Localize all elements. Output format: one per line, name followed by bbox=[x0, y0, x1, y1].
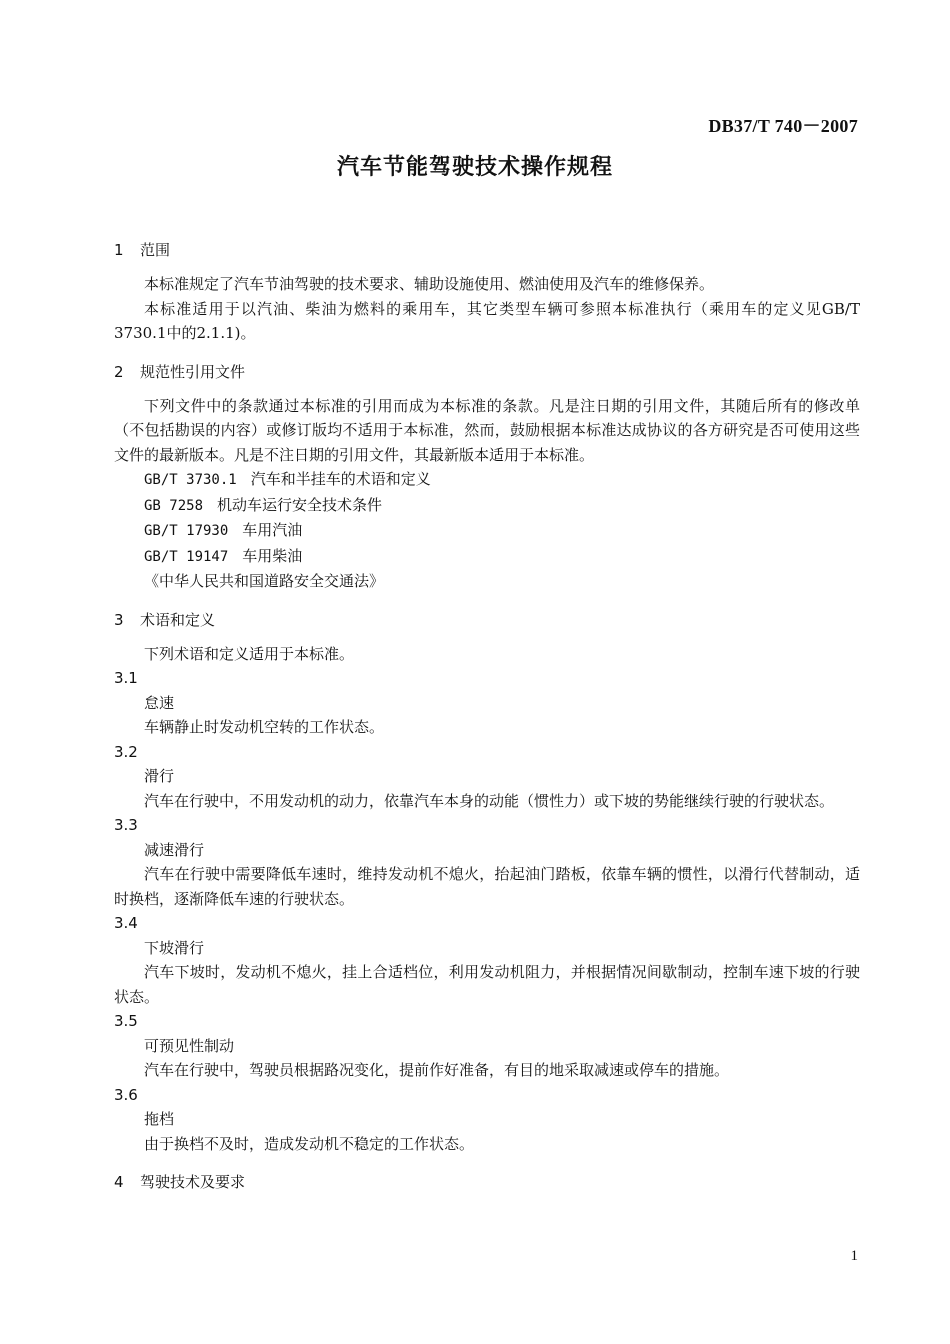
paragraph: 本标准规定了汽车节油驾驶的技术要求、辅助设施使用、燃油使用及汽车的维修保养。 bbox=[144, 275, 715, 293]
section-heading-1 bbox=[114, 238, 860, 262]
term-number: 3.1 bbox=[114, 669, 138, 687]
term-number: 3.3 bbox=[114, 816, 138, 834]
reference-name: 汽车和半挂车的术语和定义 bbox=[250, 470, 431, 488]
term-definition: 汽车在行驶中需要降低车速时，维持发动机不熄火，抬起油门踏板，依靠车辆的惯性，以滑行代替制动，适时换档，逐渐降低车速的行驶状态。 bbox=[114, 865, 860, 908]
term-name: 拖档 bbox=[144, 1110, 175, 1128]
term-number: 3.4 bbox=[114, 914, 138, 932]
section-title: 术语和定义 bbox=[140, 610, 216, 629]
reference-item bbox=[114, 544, 860, 570]
term-definition: 汽车在行驶中，驾驶员根据路况变化，提前作好准备，有目的地采取减速或停车的措施。 bbox=[144, 1061, 730, 1079]
section-heading-2 bbox=[114, 360, 860, 384]
term-name: 滑行 bbox=[144, 767, 175, 785]
document-code: DB37/T 740－2007 bbox=[708, 116, 858, 136]
reference-name: 车用柴油 bbox=[242, 546, 303, 565]
page-number: 1 bbox=[850, 1248, 858, 1264]
reference-name: 机动车运行安全技术条件 bbox=[217, 495, 383, 514]
reference-code: GB 7258 bbox=[144, 497, 204, 514]
document-title: 汽车节能驾驶技术操作规程 bbox=[336, 155, 613, 180]
term-name: 可预见性制动 bbox=[144, 1036, 235, 1055]
term-definition: 车辆静止时发动机空转的工作状态。 bbox=[144, 718, 385, 736]
term-definition: 汽车在行驶中，不用发动机的动力，依靠汽车本身的动能（惯性力）或下坡的势能继续行驶的行驶状态。 bbox=[144, 791, 835, 810]
paragraph: 下列术语和定义适用于本标准。 bbox=[144, 644, 355, 663]
term-number: 3.2 bbox=[114, 742, 138, 761]
paragraph: 本标准适用于以汽油、柴油为燃料的乘用车，其它类型车辆可参照本标准执行（乘用车的定义见GB/T 3730.1中的2.1.1)。 bbox=[114, 299, 860, 342]
section-title: 规范性引用文件 bbox=[140, 362, 246, 381]
term-definition: 由于换档不及时，造成发动机不稳定的工作状态。 bbox=[144, 1134, 475, 1153]
section-number: 4 bbox=[114, 1173, 124, 1191]
reference-code: GB/T 17930 bbox=[144, 523, 229, 539]
section-title: 范围 bbox=[140, 241, 171, 259]
section-heading-4 bbox=[114, 1170, 860, 1194]
term-number: 3.6 bbox=[114, 1085, 138, 1104]
reference-law: 《中华人民共和国道路安全交通法》 bbox=[144, 572, 385, 590]
section-number: 1 bbox=[114, 241, 124, 259]
term-name: 怠速 bbox=[144, 693, 175, 712]
term-name: 下坡滑行 bbox=[144, 938, 205, 957]
term-name: 减速滑行 bbox=[144, 840, 205, 859]
paragraph: 下列文件中的条款通过本标准的引用而成为本标准的条款。凡是注日期的引用文件，其随后所有的修改单（不包括勘误的内容）或修订版均不适用于本标准，然而，鼓励根据本标准达成协议的各方研究是否可使用这些文件的最新版本。凡是不注日期的引用文件，其最新版本适用于本标准。 bbox=[114, 396, 860, 464]
reference-item bbox=[114, 518, 860, 544]
term-definition: 汽车下坡时，发动机不熄火，挂上合适档位，利用发动机阻力，并根据情况间歇制动，控制车速下坡的行驶状态。 bbox=[114, 963, 860, 1006]
reference-item bbox=[114, 467, 860, 493]
section-number: 3 bbox=[114, 610, 124, 629]
section-title: 驾驶技术及要求 bbox=[140, 1173, 246, 1191]
reference-name: 车用汽油 bbox=[242, 521, 303, 539]
reference-item bbox=[114, 493, 860, 519]
reference-code: GB/T 3730.1 bbox=[144, 472, 237, 488]
document-body bbox=[114, 238, 860, 1194]
section-number: 2 bbox=[114, 362, 124, 381]
term-number: 3.5 bbox=[114, 1012, 138, 1030]
section-heading-3 bbox=[114, 608, 860, 632]
reference-code: GB/T 19147 bbox=[144, 548, 229, 565]
